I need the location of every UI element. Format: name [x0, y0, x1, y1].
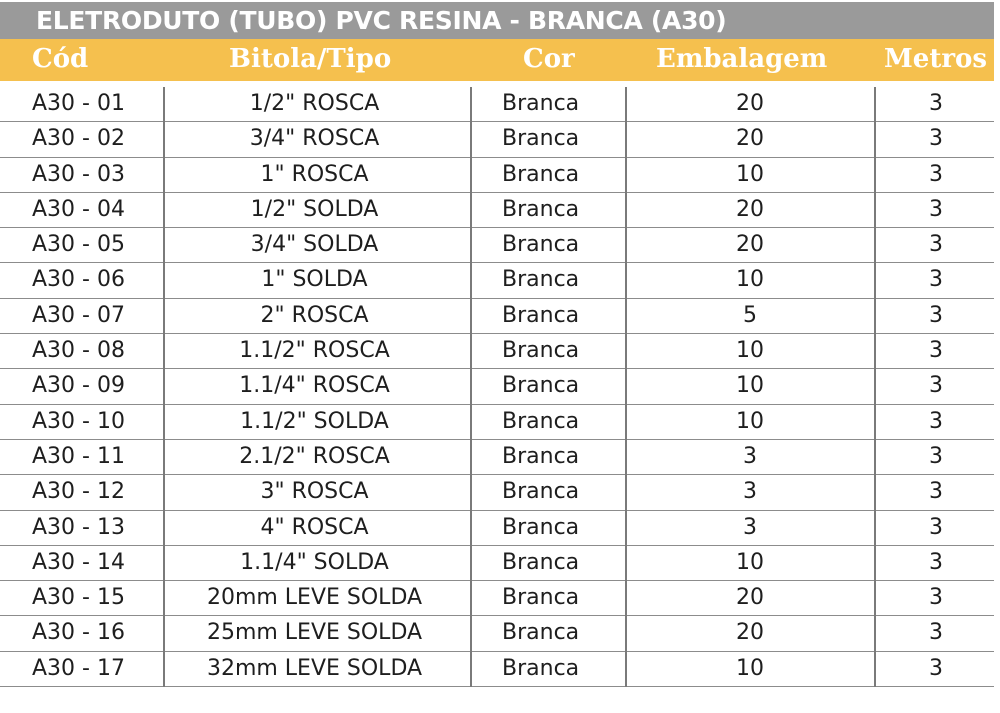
cell-embalagem: 10: [736, 549, 764, 575]
cell-metros: 3: [929, 408, 943, 434]
table-row: [0, 122, 994, 157]
cell-metros: 3: [929, 196, 943, 222]
cell-metros: 3: [929, 514, 943, 540]
cell-cor: Branca: [502, 443, 580, 469]
table-row: [0, 263, 994, 298]
cell-cod: A30 - 06: [32, 267, 125, 293]
cell-cod: A30 - 10: [32, 408, 125, 434]
cell-bitola: 1.1/4" ROSCA: [239, 373, 390, 399]
table-row: [0, 511, 994, 546]
cell-cod: A30 - 02: [32, 126, 125, 152]
cell-bitola: 3" ROSCA: [260, 479, 369, 505]
cell-cor: Branca: [502, 232, 580, 258]
cell-embalagem: 5: [743, 302, 757, 328]
cell-bitola: 1" ROSCA: [260, 161, 369, 187]
cell-embalagem: 20: [736, 585, 764, 611]
table-row: [0, 369, 994, 404]
cell-cod: A30 - 09: [32, 373, 125, 399]
table-row: [0, 228, 994, 263]
cell-bitola: 1.1/2" ROSCA: [239, 338, 390, 364]
table-row: [0, 299, 994, 334]
cell-embalagem: 10: [736, 161, 764, 187]
cell-metros: 3: [929, 267, 943, 293]
cell-embalagem: 3: [743, 514, 757, 540]
cell-cod: A30 - 03: [32, 161, 125, 187]
cell-embalagem: 10: [736, 267, 764, 293]
cell-cor: Branca: [502, 549, 580, 575]
cell-cor: Branca: [502, 338, 580, 364]
cell-cod: A30 - 01: [32, 91, 125, 116]
cell-metros: 3: [929, 479, 943, 505]
cell-bitola: 2.1/2" ROSCA: [239, 443, 390, 469]
cell-metros: 3: [929, 338, 943, 364]
page-title: ELETRODUTO (TUBO) PVC RESINA - BRANCA (A30): [0, 2, 994, 39]
cell-cod: A30 - 13: [32, 514, 125, 540]
table-header: [0, 39, 994, 81]
cell-bitola: 1/2" ROSCA: [249, 91, 380, 116]
cell-embalagem: 20: [736, 232, 764, 258]
cell-cor: Branca: [502, 196, 580, 222]
cell-embalagem: 3: [743, 443, 757, 469]
cell-cod: A30 - 16: [32, 620, 125, 646]
table-row: [0, 616, 994, 651]
cell-metros: 3: [929, 91, 943, 116]
cell-metros: 3: [929, 232, 943, 258]
cell-cod: A30 - 12: [32, 479, 125, 505]
table-body: [0, 87, 994, 687]
cell-cor: Branca: [502, 126, 580, 152]
cell-cod: A30 - 14: [32, 549, 125, 575]
cell-metros: 3: [929, 620, 943, 646]
cell-cor: Branca: [502, 267, 580, 293]
table-row: [0, 334, 994, 369]
table-row: [0, 546, 994, 581]
cell-metros: 3: [929, 585, 943, 611]
column-header-bitola: Bitola/Tipo: [229, 44, 392, 74]
cell-metros: 3: [929, 302, 943, 328]
cell-cor: Branca: [502, 302, 580, 328]
table-row: [0, 440, 994, 475]
table-row: [0, 193, 994, 228]
table-row: [0, 405, 994, 440]
column-header-metros: Metros: [884, 44, 988, 74]
cell-embalagem: 20: [736, 196, 764, 222]
cell-cor: Branca: [502, 620, 580, 646]
table-row: [0, 581, 994, 616]
table-row: [0, 87, 994, 122]
table-row: [0, 652, 994, 687]
cell-bitola: 3/4" SOLDA: [250, 232, 379, 258]
cell-cod: A30 - 04: [32, 196, 125, 222]
cell-cod: A30 - 05: [32, 232, 125, 258]
cell-bitola: 1/2" SOLDA: [250, 196, 379, 222]
cell-metros: 3: [929, 655, 943, 681]
cell-cod: A30 - 11: [32, 443, 125, 469]
cell-embalagem: 10: [736, 338, 764, 364]
cell-embalagem: 10: [736, 408, 764, 434]
cell-bitola: 3/4" ROSCA: [249, 126, 380, 152]
column-header-cod: Cód: [32, 44, 89, 74]
cell-bitola: 20mm LEVE SOLDA: [206, 585, 423, 611]
cell-bitola: 25mm LEVE SOLDA: [206, 620, 423, 646]
cell-metros: 3: [929, 549, 943, 575]
cell-bitola: 32mm LEVE SOLDA: [206, 655, 423, 681]
cell-cor: Branca: [502, 655, 580, 681]
cell-cor: Branca: [502, 373, 580, 399]
cell-cod: A30 - 07: [32, 302, 125, 328]
cell-cor: Branca: [502, 408, 580, 434]
cell-embalagem: 20: [736, 126, 764, 152]
cell-bitola: 4" ROSCA: [260, 514, 369, 540]
cell-metros: 3: [929, 373, 943, 399]
cell-metros: 3: [929, 161, 943, 187]
cell-cod: A30 - 08: [32, 338, 125, 364]
table-row: [0, 475, 994, 510]
column-header-cor: Cor: [523, 44, 575, 74]
cell-metros: 3: [929, 443, 943, 469]
cell-cod: A30 - 17: [32, 655, 125, 681]
cell-bitola: 1" SOLDA: [261, 267, 368, 293]
cell-embalagem: 20: [736, 91, 764, 116]
cell-cor: Branca: [502, 514, 580, 540]
column-header-embalagem: Embalagem: [656, 44, 828, 74]
cell-embalagem: 10: [736, 373, 764, 399]
cell-embalagem: 3: [743, 479, 757, 505]
cell-cor: Branca: [502, 585, 580, 611]
cell-bitola: 1.1/4" SOLDA: [240, 549, 389, 575]
cell-embalagem: 10: [736, 655, 764, 681]
cell-cor: Branca: [502, 161, 580, 187]
table-row: [0, 158, 994, 193]
cell-cor: Branca: [502, 479, 580, 505]
cell-bitola: 2" ROSCA: [260, 302, 369, 328]
cell-bitola: 1.1/2" SOLDA: [240, 408, 389, 434]
cell-embalagem: 20: [736, 620, 764, 646]
cell-cor: Branca: [502, 91, 580, 116]
cell-cod: A30 - 15: [32, 585, 125, 611]
cell-metros: 3: [929, 126, 943, 152]
